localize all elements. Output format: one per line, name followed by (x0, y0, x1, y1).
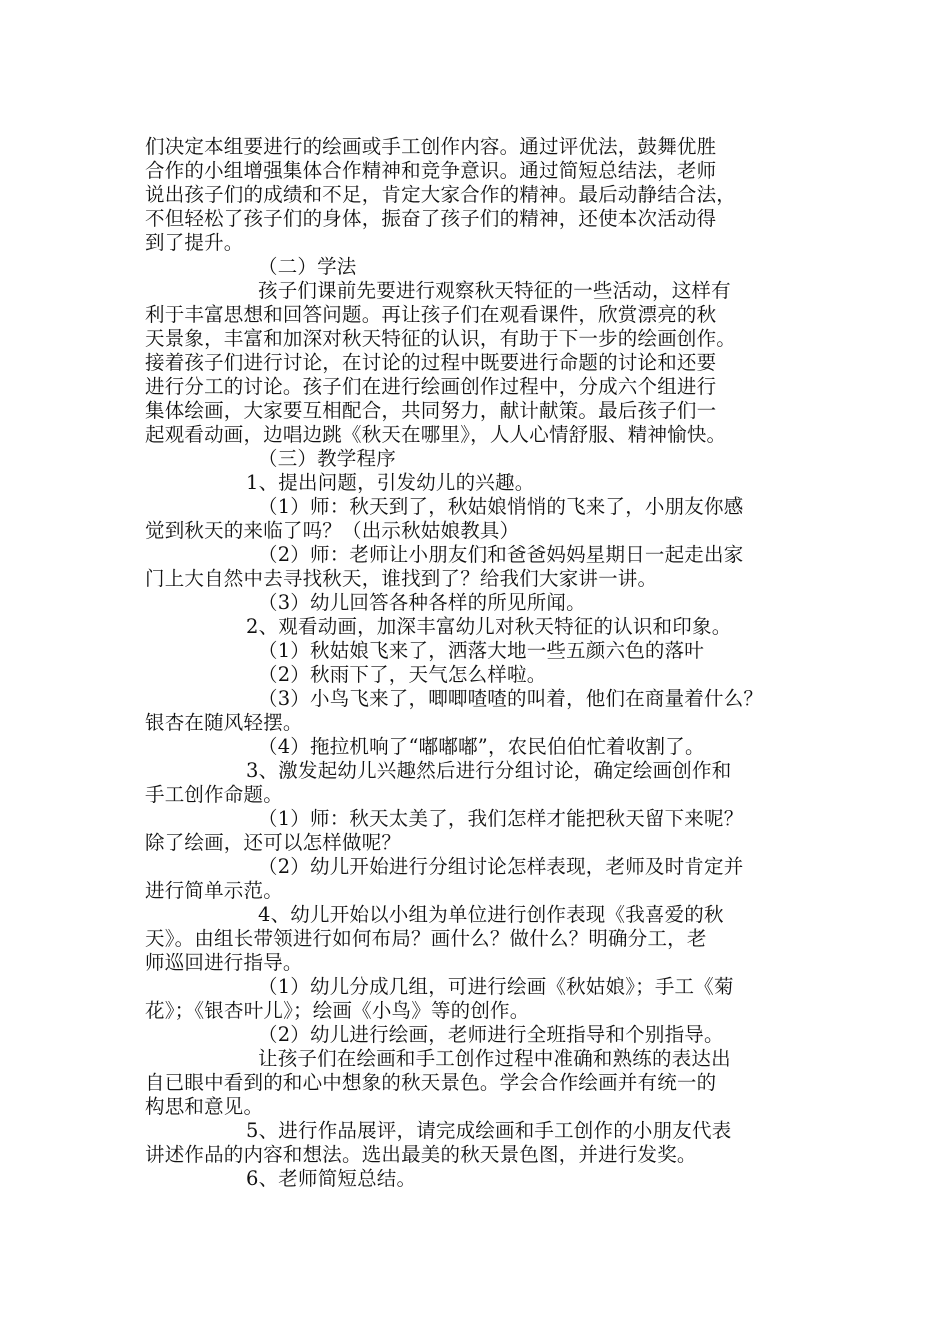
text-line: 进行分工的讨论。孩子们在进行绘画创作过程中，分成六个组进行 (145, 375, 717, 398)
text-line: 6、老师简短总结。 (246, 1167, 417, 1190)
text-line: 银杏在随风轻摆。 (145, 711, 303, 734)
text-line: 利于丰富思想和回答问题。再让孩子们在观看课件，欣赏漂亮的秋 (145, 303, 717, 326)
text-line: 天》。由组长带领进行如何布局？画什么？做什么？明确分工，老 (145, 927, 707, 950)
text-line: （2）幼儿进行绘画，老师进行全班指导和个别指导。 (258, 1023, 724, 1046)
text-line: 讲述作品的内容和想法。选出最美的秋天景色图，并进行发奖。 (145, 1143, 697, 1166)
section-heading: （三）教学程序 (258, 447, 396, 470)
text-line: 5、进行作品展评，请完成绘画和手工创作的小朋友代表 (246, 1119, 732, 1142)
text-line: 3、激发起幼儿兴趣然后进行分组讨论，确定绘画创作和 (246, 759, 732, 782)
text-line: （1）师：秋天到了，秋姑娘悄悄的飞来了，小朋友你感 (258, 495, 744, 518)
text-line: 天景象，丰富和加深对秋天特征的认识，有助于下一步的绘画创作。 (145, 327, 737, 350)
text-line: 师巡回进行指导。 (145, 951, 303, 974)
text-line: 门上大自然中去寻找秋天，谁找到了？给我们大家讲一讲。 (145, 567, 658, 590)
text-line: 1、提出问题，引发幼儿的兴趣。 (246, 471, 535, 494)
text-line: 合作的小组增强集体合作精神和竞争意识。通过简短总结法，老师 (145, 159, 717, 182)
text-line: 说出孩子们的成绩和不足，肯定大家合作的精神。最后动静结合法， (145, 183, 737, 206)
text-line: 孩子们课前先要进行观察秋天特征的一些活动，这样有 (258, 279, 731, 302)
text-line: 进行简单示范。 (145, 879, 283, 902)
text-line: 4、幼儿开始以小组为单位进行创作表现《我喜爱的秋 (258, 903, 724, 926)
text-line: 手工创作命题。 (145, 783, 283, 806)
text-line: 花》；《银杏叶儿》；绘画《小鸟》等的创作。 (145, 999, 530, 1022)
text-line: （3）幼儿回答各种各样的所见所闻。 (258, 591, 586, 614)
text-line: （1）幼儿分成几组，可进行绘画《秋姑娘》；手工《菊 (258, 975, 734, 998)
text-line: 集体绘画，大家要互相配合，共同努力，献计献策。最后孩子们一 (145, 399, 717, 422)
text-line: （1）秋姑娘飞来了，洒落大地一些五颜六色的落叶 (258, 639, 705, 662)
text-line: （4）拖拉机响了“嘟嘟嘟”，农民伯伯忙着收割了。 (258, 735, 705, 758)
text-line: 到了提升。 (145, 231, 244, 254)
text-line: （2）幼儿开始进行分组讨论怎样表现，老师及时肯定并 (258, 855, 744, 878)
text-line: （1）师：秋天太美了，我们怎样才能把秋天留下来呢？ (258, 807, 744, 830)
text-line: 让孩子们在绘画和手工创作过程中准确和熟练的表达出 (258, 1047, 731, 1070)
text-line: （2）师：老师让小朋友们和爸爸妈妈星期日一起走出家 (258, 543, 744, 566)
text-line: 2、观看动画，加深丰富幼儿对秋天特征的认识和印象。 (246, 615, 732, 638)
text-line: 们决定本组要进行的绘画或手工创作内容。通过评优法，鼓舞优胜 (145, 135, 717, 158)
text-line: 构思和意见。 (145, 1095, 264, 1118)
text-line: （3）小鸟飞来了，唧唧喳喳的叫着，他们在商量着什么？ (258, 687, 764, 710)
text-line: 起观看动画，边唱边跳《秋天在哪里》，人人心情舒服、精神愉快。 (145, 423, 727, 446)
text-line: 觉到秋天的来临了吗？（出示秋姑娘教具） (145, 519, 520, 542)
text-line: 自已眼中看到的和心中想象的秋天景色。学会合作绘画并有统一的 (145, 1071, 717, 1094)
text-line: 接着孩子们进行讨论，在讨论的过程中既要进行命题的讨论和还要 (145, 351, 717, 374)
text-line: 不但轻松了孩子们的身体，振奋了孩子们的精神，还使本次活动得 (145, 207, 717, 230)
text-line: 除了绘画，还可以怎样做呢？ (145, 831, 402, 854)
text-line: （2）秋雨下了，天气怎么样啦。 (258, 663, 547, 686)
section-heading: （二）学法 (258, 255, 357, 278)
